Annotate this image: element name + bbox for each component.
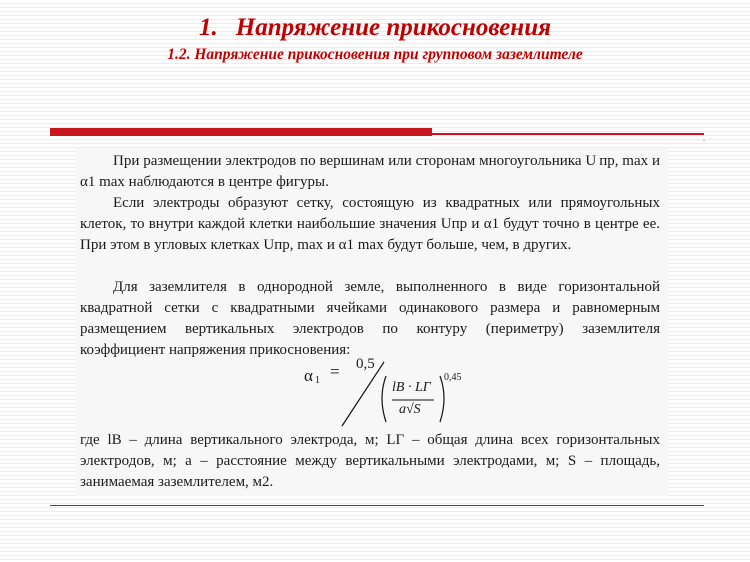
page-title	[0, 14, 750, 42]
formula-lhs-sub: 1	[315, 375, 320, 386]
footer-divider	[50, 505, 704, 506]
header-divider-thin	[432, 133, 704, 135]
divider-dot: .	[703, 134, 705, 143]
formula-fraction-bottom: a√S	[399, 402, 421, 417]
formula-exponent: 0,45	[444, 372, 462, 383]
title-number: 1.	[199, 14, 218, 41]
p3-text: Для заземлителя в однородной земле, выполненного в виде горизонтальной квадратной сетки с квадратными ячейками одинакового размера и равномерным размещением вертикальных электродов по контуру (периметру) заземлителя коэффициент напряжения прикосновения:	[80, 279, 660, 358]
formula-equals: =	[330, 362, 340, 381]
title-text: Напряжение прикосновения	[235, 14, 551, 41]
formula-numerator: 0,5	[356, 356, 375, 372]
paragraph-3	[80, 277, 660, 361]
formula-fraction-top: lВ · LГ	[392, 380, 431, 395]
paragraph-4	[80, 430, 660, 493]
formula-lhs: α	[304, 366, 313, 385]
p1-text: При размещении электродов по вершинам или сторонам многоугольника U пр, max и α1 max наблюдаются в центре фигуры.	[80, 153, 660, 190]
p2-text: Если электроды образуют сетку, состоящую из квадратных или прямоугольных клеток, то внутри каждой клетки наибольшие значения Uпр и α1 будут точно в центре ее. При этом в угловых клетках Uпр, max и α1 max будут больше, чем, в других.	[80, 195, 660, 253]
paragraph-2	[80, 193, 660, 256]
paragraph-1	[80, 151, 660, 193]
header-divider-thick	[50, 128, 432, 136]
page-subtitle: 1.2. Напряжение прикосновения при групповом заземлителе	[167, 46, 583, 63]
touch-voltage-formula	[300, 356, 500, 428]
p4-text: где lВ – длина вертикального электрода, м; LГ – общая длина всех горизонтальных электродов, м; a – расстояние между вертикальными электродами, м; S – площадь, занимаемая заземлителем, м2.	[80, 432, 660, 490]
